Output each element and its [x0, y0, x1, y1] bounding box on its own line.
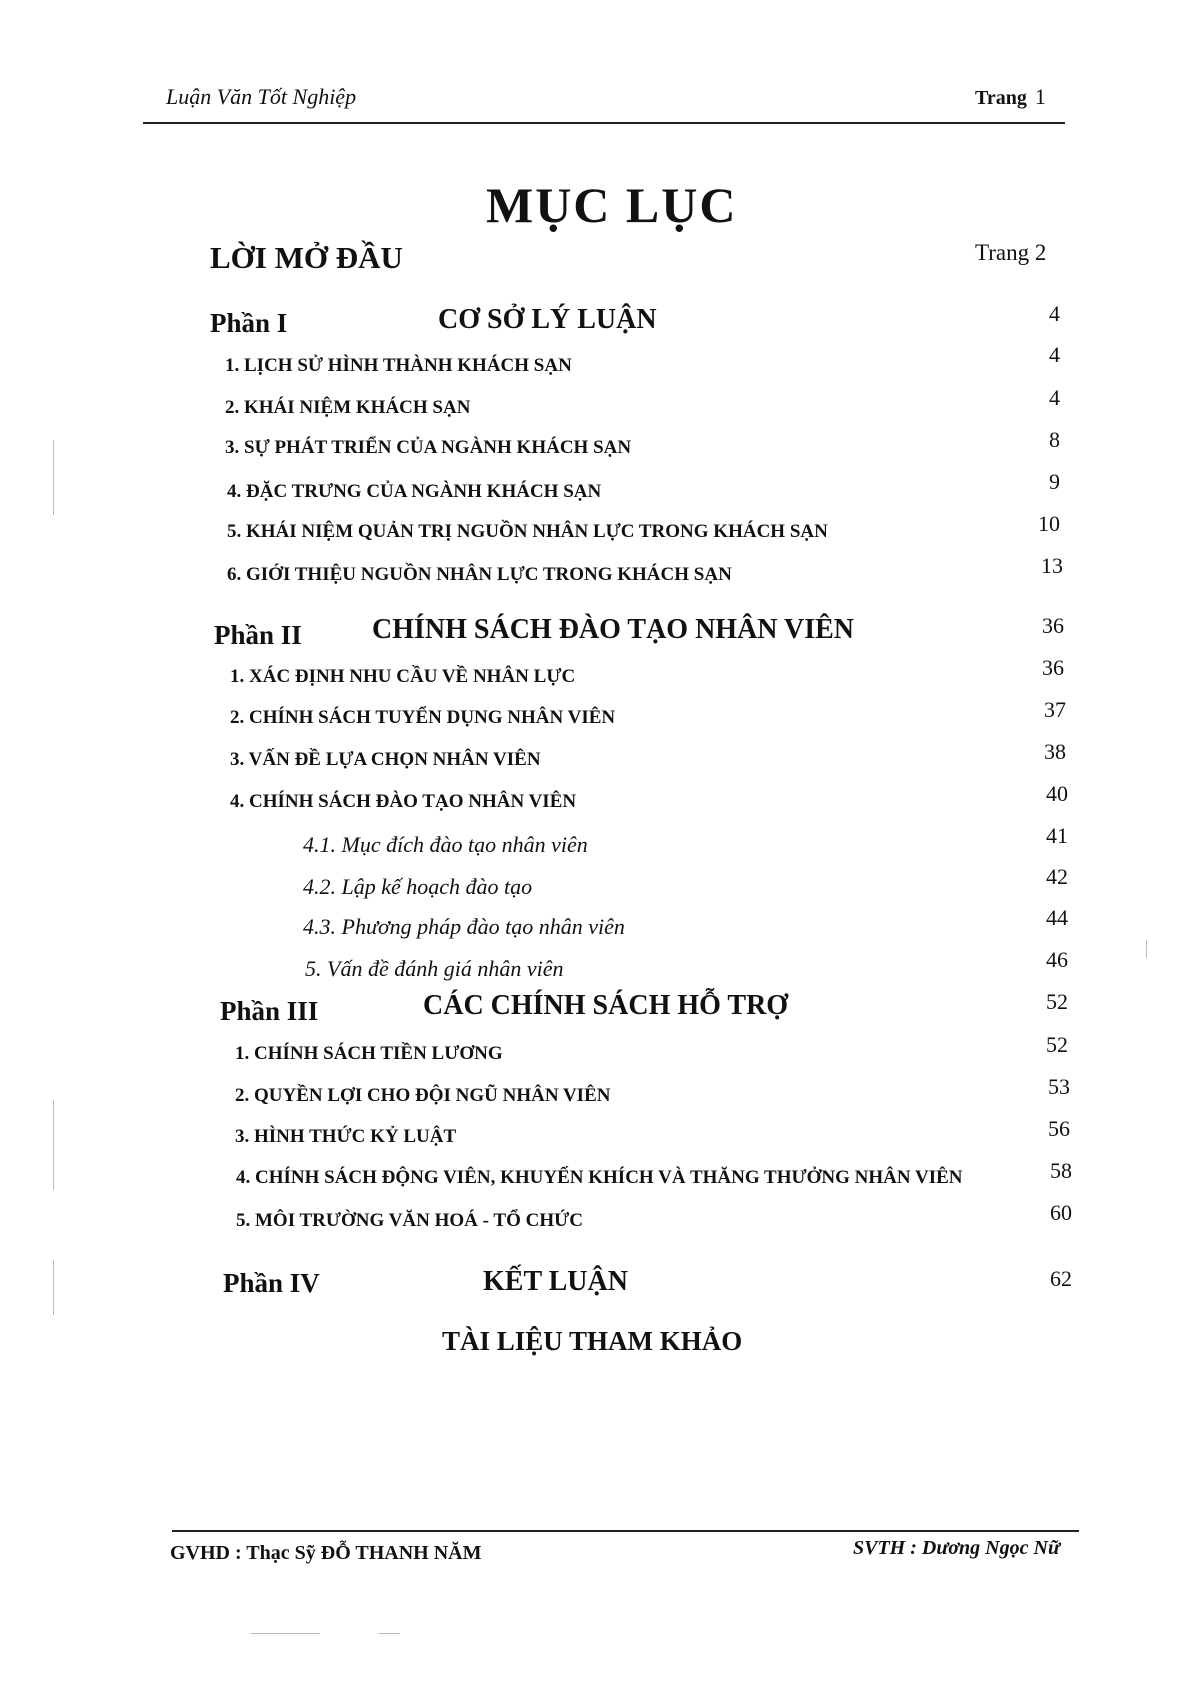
references-heading: TÀI LIỆU THAM KHẢO [442, 1326, 743, 1356]
scan-mark [1146, 940, 1147, 958]
running-header-page [975, 84, 1046, 110]
part-3-title: CÁC CHÍNH SÁCH HỖ TRỢ [423, 990, 789, 1021]
toc-subentry-page: 41 [1046, 823, 1068, 848]
toc-entry-page: 37 [1044, 697, 1066, 722]
page-number: 1 [1034, 84, 1046, 109]
toc-entry: 4. ĐẶC TRƯNG CỦA NGÀNH KHÁCH SẠN [227, 481, 602, 502]
toc-subentry-page: 42 [1046, 864, 1068, 889]
toc-entry-page: 60 [1050, 1200, 1072, 1225]
part-2-title: CHÍNH SÁCH ĐÀO TẠO NHÂN VIÊN [372, 614, 855, 645]
toc-entry-page: 38 [1044, 739, 1066, 764]
scan-mark [53, 1100, 54, 1190]
part-1-page: 4 [1049, 301, 1060, 326]
running-header-title: Luận Văn Tốt Nghiệp [166, 84, 357, 109]
part-1-label: Phần I [210, 308, 288, 338]
toc-entry: 6. GIỚI THIỆU NGUỒN NHÂN LỰC TRONG KHÁCH SẠN [227, 564, 732, 585]
part-3-page: 52 [1046, 989, 1068, 1014]
toc-entry-page: 58 [1050, 1158, 1072, 1183]
part-1-title: CƠ SỞ LÝ LUẬN [438, 304, 657, 335]
part-4-label: Phần IV [223, 1268, 320, 1298]
footer-rule [172, 1530, 1079, 1532]
part-3-label: Phần III [220, 996, 319, 1026]
toc-entry-page: 9 [1049, 469, 1060, 494]
toc-entry: 2. QUYỀN LỢI CHO ĐỘI NGŨ NHÂN VIÊN [235, 1085, 611, 1106]
toc-entry-page: 13 [1041, 553, 1063, 578]
toc-title: MỤC LỤC [486, 177, 738, 233]
footer-advisor: GVHD : Thạc Sỹ ĐỖ THANH NĂM [170, 1542, 482, 1564]
part-4-page: 62 [1050, 1266, 1072, 1291]
part-4-title: KẾT LUẬN [483, 1266, 628, 1297]
toc-subentry: 4.1. Mục đích đào tạo nhân viên [303, 832, 588, 857]
toc-entry: 3. SỰ PHÁT TRIỂN CỦA NGÀNH KHÁCH SẠN [225, 437, 632, 458]
toc-subentry: 4.3. Phương pháp đào tạo nhân viên [303, 914, 625, 939]
toc-entry-page: 4 [1049, 342, 1060, 367]
toc-entry-page: 40 [1046, 781, 1068, 806]
toc-entry-page: 53 [1048, 1074, 1070, 1099]
scan-mark [378, 1633, 400, 1634]
toc-entry: 5. MÔI TRƯỜNG VĂN HOÁ - TỔ CHỨC [236, 1210, 583, 1231]
toc-entry: 3. HÌNH THỨC KỶ LUẬT [235, 1126, 457, 1147]
toc-entry: 3. VẤN ĐỀ LỰA CHỌN NHÂN VIÊN [230, 749, 541, 770]
toc-subentry-page: 44 [1046, 905, 1068, 930]
toc-entry-page: 52 [1046, 1032, 1068, 1057]
part-2-label: Phần II [214, 620, 302, 650]
toc-entry-page: 10 [1038, 511, 1060, 536]
toc-entry: 2. CHÍNH SÁCH TUYỂN DỤNG NHÂN VIÊN [230, 707, 616, 728]
toc-entry: 4. CHÍNH SÁCH ĐỘNG VIÊN, KHUYẾN KHÍCH VÀ THĂNG THƯỞNG NHÂN VIÊN [236, 1167, 963, 1188]
toc-entry: 5. KHÁI NIỆM QUẢN TRỊ NGUỒN NHÂN LỰC TRONG KHÁCH SẠN [227, 521, 828, 542]
scan-mark [53, 440, 54, 515]
toc-entry: 2. KHÁI NIỆM KHÁCH SẠN [225, 397, 471, 418]
toc-entry-page: 36 [1042, 655, 1064, 680]
toc-subentry: 4.2. Lập kế hoạch đào tạo [303, 874, 533, 899]
footer-student: SVTH : Dương Ngọc Nữ [853, 1537, 1060, 1559]
toc-entry: 1. XÁC ĐỊNH NHU CẦU VỀ NHÂN LỰC [230, 666, 576, 687]
toc-entry: 1. CHÍNH SÁCH TIỀN LƯƠNG [235, 1043, 503, 1064]
intro-label: LỜI MỞ ĐẦU [210, 240, 403, 275]
toc-entry-page: 4 [1049, 385, 1060, 410]
toc-entry: 4. CHÍNH SÁCH ĐÀO TẠO NHÂN VIÊN [230, 791, 577, 812]
toc-subentry: 5. Vấn đề đánh giá nhân viên [305, 956, 564, 981]
header-rule [143, 122, 1065, 124]
toc-entry-page: 56 [1048, 1116, 1070, 1141]
toc-subentry-page: 46 [1046, 947, 1068, 972]
scan-mark [53, 1260, 54, 1315]
toc-entry-page: 8 [1049, 427, 1060, 452]
toc-entry: 1. LỊCH SỬ HÌNH THÀNH KHÁCH SẠN [225, 355, 572, 376]
scan-mark [250, 1633, 320, 1634]
intro-page: Trang 2 [975, 240, 1047, 265]
page-label: Trang [975, 87, 1027, 109]
part-2-page: 36 [1042, 613, 1064, 638]
